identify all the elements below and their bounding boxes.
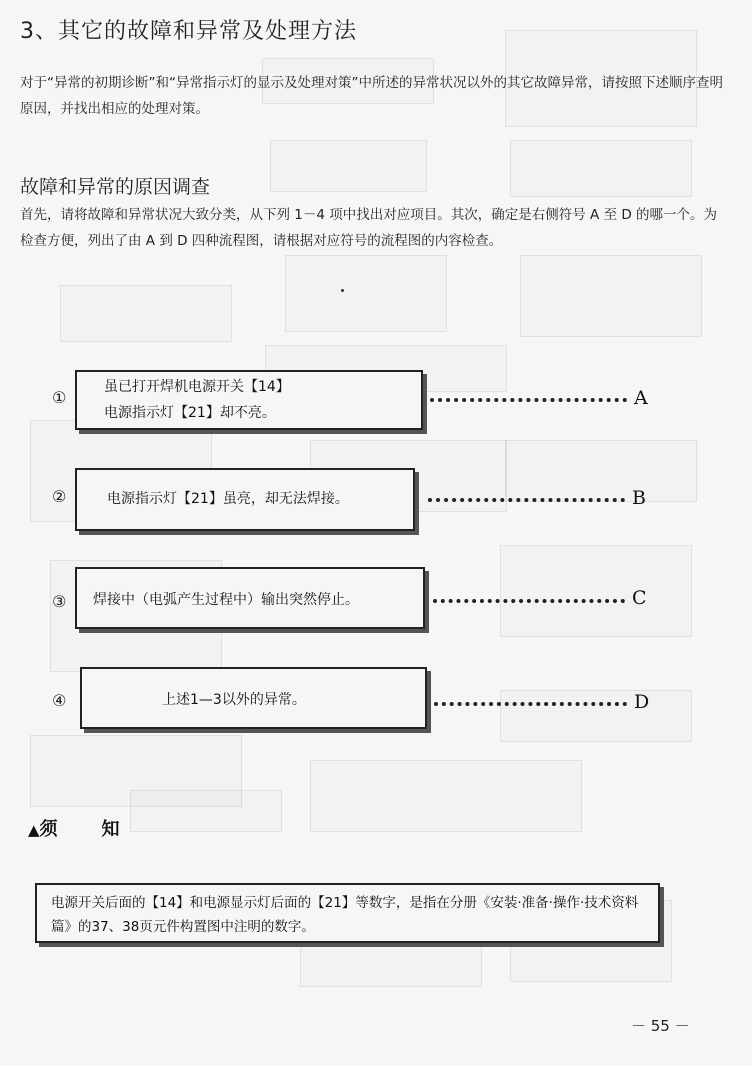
notice-word-1: 须 [39,819,58,840]
show-through-shadow [500,690,692,742]
show-through-shadow [60,285,232,342]
show-through-shadow [520,255,702,337]
case-4-box [80,667,427,729]
case-1-code: A [634,387,648,409]
notice-triangle-icon: ▲ [28,821,40,839]
case-1-box [75,370,423,430]
notice-box: 电源开关后面的【14】和电源显示灯后面的【21】等数字，是指在分册《安装·准备·操作·技术资料篇》的37、38页元件构置图中注明的数字。 [35,883,660,943]
section-title: 3、其它的故障和异常及处理方法 [20,19,357,44]
case-3-leader [433,599,625,603]
case-2-number: ② [52,487,67,506]
investigation-paragraph: 首先，请将故障和异常状况大致分类，从下列 1－4 项中找出对应项目。其次，确定是右侧符号 A 至 D 的哪一个。为检查方便，列出了由 A 到 D 四种流程图，请根据对应符号的流程图的内容检查。 [20,207,718,249]
case-2-code: B [632,487,646,509]
case-4-leader [434,702,627,706]
page-number: － 55 － [631,1017,690,1035]
show-through-shadow [285,255,447,332]
case-3-code: C [632,587,647,609]
case-1-leader [430,398,627,402]
show-through-shadow [300,940,482,987]
investigation-title: 故障和异常的原因调查 [20,176,211,198]
intro-paragraph: 对于“异常的初期诊断”和“异常指示灯的显示及处理对策”中所述的异常状况以外的其它故障异常，请按照下述顺序查明原因，并找出相应的处理对策。 [20,75,723,117]
show-through-shadow [510,140,692,197]
show-through-shadow [270,140,427,192]
case-1-number: ① [52,388,67,407]
case-3-number: ③ [52,592,67,611]
show-through-shadow [130,790,282,832]
case-2-line-1: 电源指示灯【21】虽亮，却无法焊接。 [107,491,349,507]
case-4-code: D [634,691,650,713]
show-through-shadow [500,545,692,637]
show-through-shadow [505,440,697,502]
case-1-line-1: 虽已打开焊机电源开关【14】 [104,379,290,395]
case-4-line-1: 上述1—3以外的异常。 [162,692,306,708]
notice-word-2: 知 [101,819,120,840]
case-4-number: ④ [52,691,67,710]
case-3-line-1: 焊接中（电弧产生过程中）输出突然停止。 [93,592,359,608]
case-2-box [75,468,415,531]
notice-heading [28,815,120,841]
show-through-shadow [310,760,582,832]
case-1-line-2: 电源指示灯【21】却不亮。 [104,405,276,421]
stray-dot [341,289,344,292]
case-3-box [75,567,425,629]
case-2-leader [428,498,625,502]
